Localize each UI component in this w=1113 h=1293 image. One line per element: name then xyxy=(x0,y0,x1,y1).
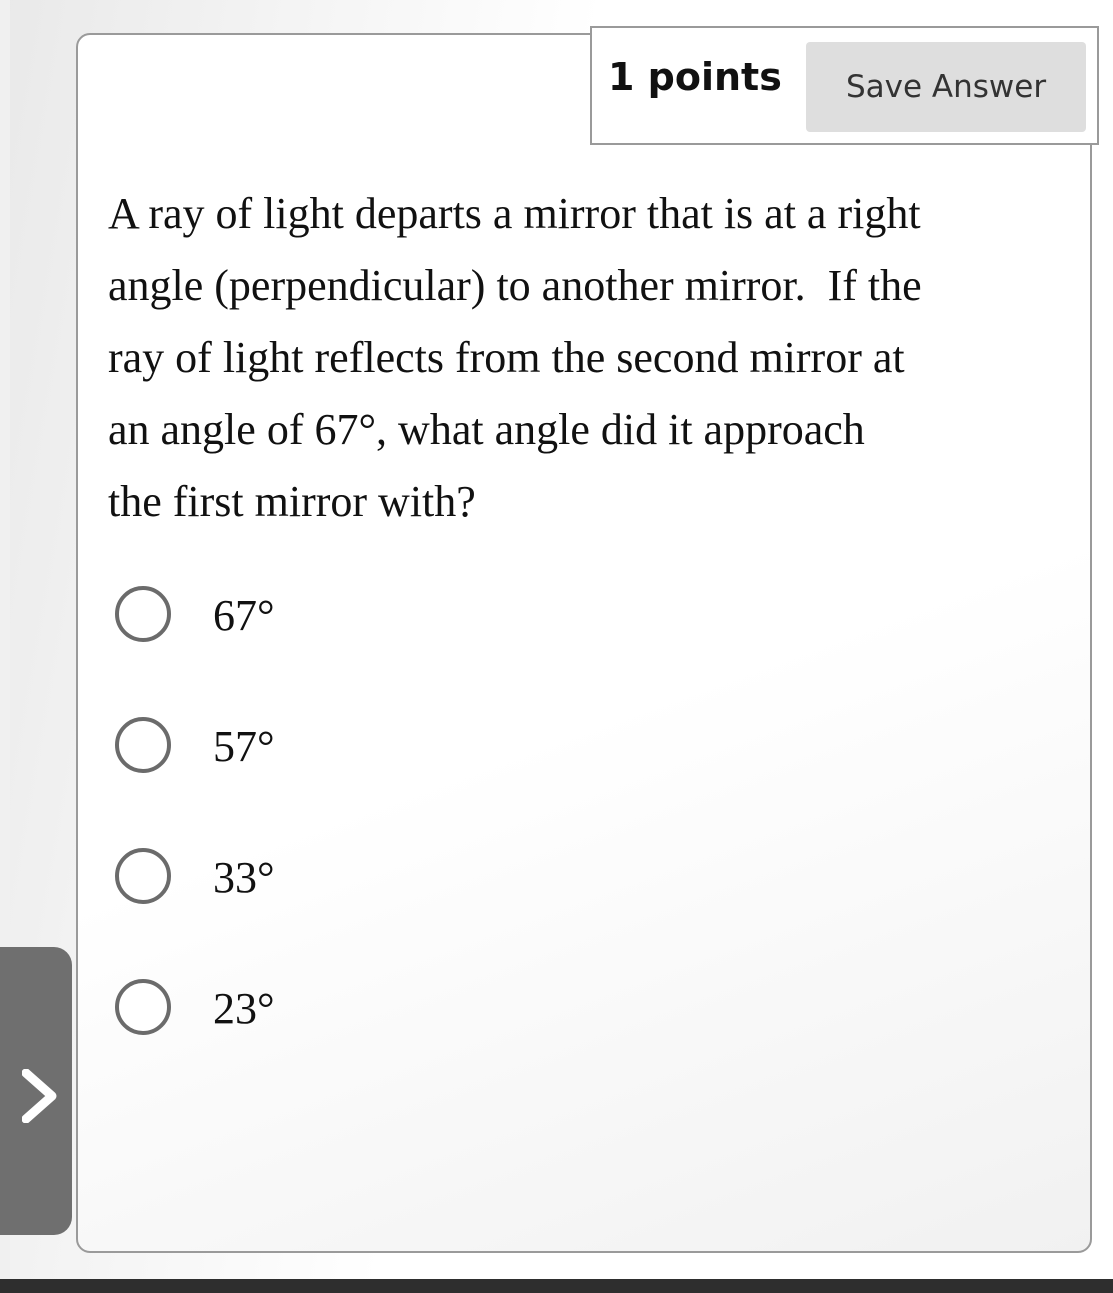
answer-option-label: 57° xyxy=(213,722,275,771)
chevron-right-icon xyxy=(22,1069,60,1123)
question-line: angle (perpendicular) to another mirror. If the xyxy=(108,261,922,310)
bottom-bar xyxy=(0,1279,1113,1293)
radio-unchecked-icon[interactable] xyxy=(115,979,171,1035)
answer-option-label: 23° xyxy=(213,984,275,1033)
answer-option[interactable] xyxy=(108,716,508,847)
question-line: an angle of 67°, what angle did it approach xyxy=(108,405,865,454)
question-card xyxy=(76,33,1092,1253)
answer-option[interactable] xyxy=(108,585,508,716)
answer-option-label: 33° xyxy=(213,853,275,902)
points-label: 1 points xyxy=(608,55,782,99)
question-line: the first mirror with? xyxy=(108,477,476,526)
radio-unchecked-icon[interactable] xyxy=(115,717,171,773)
answer-option-label: 67° xyxy=(213,591,275,640)
answer-option[interactable] xyxy=(108,978,508,1109)
points-header xyxy=(590,26,1099,145)
answer-options xyxy=(108,585,508,1109)
question-line: A ray of light departs a mirror that is at a right xyxy=(108,189,921,238)
question-text xyxy=(108,178,1008,538)
radio-unchecked-icon[interactable] xyxy=(115,586,171,642)
radio-unchecked-icon[interactable] xyxy=(115,848,171,904)
question-line: ray of light reflects from the second mirror at xyxy=(108,333,905,382)
answer-option[interactable] xyxy=(108,847,508,978)
drawer-toggle-tab[interactable] xyxy=(0,947,72,1235)
save-answer-button[interactable]: Save Answer xyxy=(806,42,1086,132)
